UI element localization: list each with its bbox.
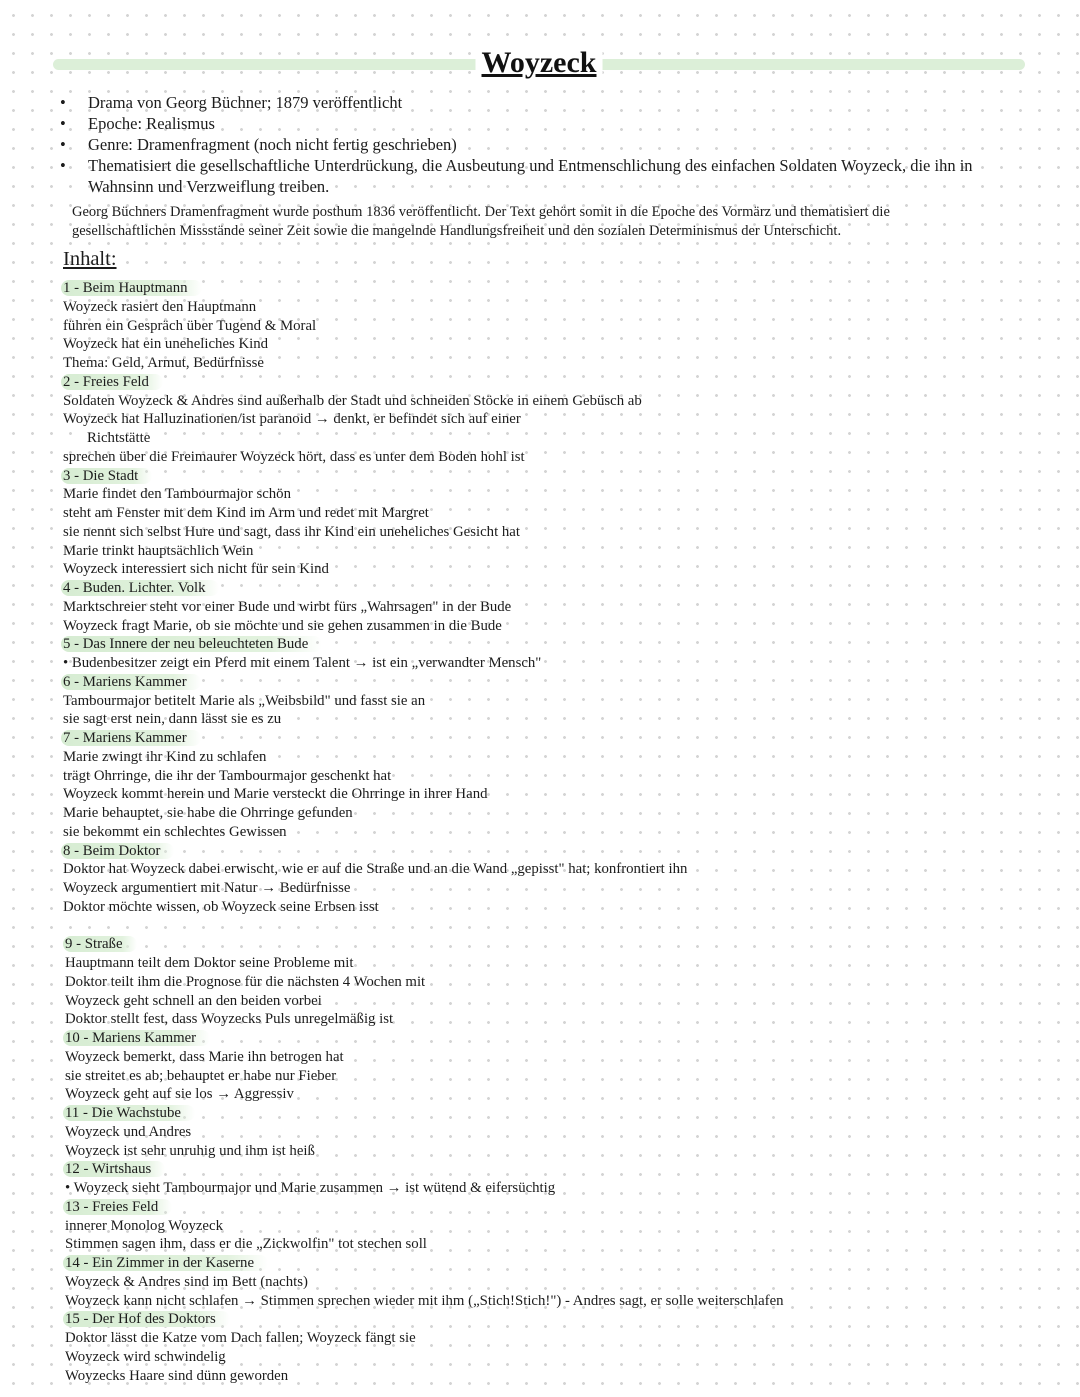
scene-line: Marie zwingt ihr Kind zu schlafen (63, 748, 267, 765)
page-title: Woyzeck (476, 44, 603, 82)
scene-line: Woyzeck fragt Marie, ob sie möchte und sie gehen zusammen in die Bude (63, 617, 502, 634)
scene-line: Soldaten Woyzeck & Andres sind außerhalb der Stadt und schneiden Stöcke in einem Gebüsch ab (63, 392, 642, 409)
overview-item: • Genre: Dramenfragment (noch nicht fertig geschrieben) (60, 135, 457, 154)
scene-heading: 3 - Die Stadt (63, 467, 1053, 486)
scene-heading: 12 - Wirtshaus (65, 1160, 1053, 1179)
scene-block (63, 373, 1053, 467)
scene-line: Woyzeck argumentiert mit Natur → Bedürfnisse (63, 880, 351, 896)
scene-line: trägt Ohrringe, die ihr der Tambourmajor geschenkt hat (63, 767, 392, 784)
scene-line: Woyzeck & Andres sind im Bett (nachts) (65, 1273, 308, 1290)
overview-list (60, 92, 1025, 197)
overview-item: • Drama von Georg Büchner; 1879 veröffentlicht (60, 93, 403, 112)
scene-line: Woyzecks Haare sind dünn geworden (65, 1367, 289, 1384)
scene-line: sie nennt sich selbst Hure und sagt, dass ihr Kind ein uneheliches Gesicht hat (63, 523, 520, 540)
scene-line: Woyzeck rasiert den Hauptmann (63, 298, 257, 315)
scene-block (63, 729, 1053, 842)
scene-line: Stimmen sagen ihm, dass er die „Zickwolfin" tot stechen soll (65, 1236, 427, 1253)
scene-heading: 6 - Mariens Kammer (63, 673, 1053, 692)
scene-summary (63, 279, 1053, 1385)
scene-line: Woyzeck geht schnell an den beiden vorbei (65, 992, 322, 1009)
scene-line: Woyzeck bemerkt, dass Marie ihn betrogen hat (65, 1048, 344, 1065)
scene-block (63, 467, 1053, 580)
scene-line: Marie trinkt hauptsächlich Wein (63, 542, 254, 559)
scene-block (65, 935, 1053, 1029)
scene-block (65, 1160, 1053, 1198)
scene-block (63, 579, 1053, 635)
scene-line: Thema: Geld, Armut, Bedürfnisse (63, 355, 264, 371)
scene-heading: 15 - Der Hof des Doktors (65, 1310, 1053, 1329)
scene-heading: 4 - Buden. Lichter. Volk (63, 579, 1053, 598)
scene-block (63, 842, 1053, 917)
scene-heading: 1 - Beim Hauptmann (63, 279, 1053, 298)
scene-list-part-1 (63, 279, 1053, 917)
bullet-icon: • (60, 114, 66, 133)
inhalt-heading: Inhalt: (63, 248, 117, 270)
scene-line: Woyzeck und Andres (65, 1123, 192, 1140)
scene-line: • Woyzeck sieht Tambourmajor und Marie zusammen → ist wütend & eifersüchtig (65, 1180, 556, 1196)
scene-line: sprechen über die Freimaurer Woyzeck hört, dass es unter dem Boden hohl ist (63, 448, 525, 465)
scene-block (65, 1104, 1053, 1160)
scene-line: Marktschreier steht vor einer Bude und wirbt fürs „Wahrsagen" in der Bude (63, 598, 512, 615)
scene-line: Richtstätte (87, 430, 151, 446)
scene-line: sie streitet es ab; behauptet er habe nur Fieber (65, 1067, 337, 1084)
scene-block (65, 1198, 1053, 1254)
bullet-icon: • (60, 135, 66, 154)
scene-line: sie sagt erst nein, dann lässt sie es zu (63, 711, 282, 728)
scene-heading: 13 - Freies Feld (65, 1198, 1053, 1217)
scene-heading: 10 - Mariens Kammer (65, 1029, 1053, 1048)
scene-line: Hauptmann teilt dem Doktor seine Probleme mit (65, 955, 354, 971)
scene-block (65, 1029, 1053, 1104)
bullet-icon: • (60, 93, 66, 112)
scene-heading: 8 - Beim Doktor (63, 842, 1053, 861)
bullet-icon: • (60, 156, 66, 175)
scene-line: Woyzeck geht auf sie los → Aggressiv (65, 1086, 294, 1103)
scene-line: Marie findet den Tambourmajor schön (63, 486, 291, 503)
scene-line: Doktor hat Woyzeck dabei erwischt, wie er auf die Straße und an die Wand „gepisst" hat; konfrontiert ihn (63, 861, 688, 878)
scene-block (63, 279, 1053, 373)
scene-heading: 2 - Freies Feld (63, 373, 1053, 392)
scene-block (63, 673, 1053, 729)
scene-block (63, 635, 1053, 673)
scene-line: Doktor möchte wissen, ob Woyzeck seine Erbsen isst (63, 898, 379, 915)
scene-line: Woyzeck hat ein uneheliches Kind (63, 336, 269, 353)
scene-line: Woyzeck hat Halluzinationen/ist paranoid → denkt, er befindet sich auf einer (63, 411, 521, 428)
scene-line: sie bekommt ein schlechtes Gewissen (63, 823, 287, 840)
scene-list-part-2 (65, 935, 1053, 1385)
scene-line: innerer Monolog Woyzeck (65, 1217, 223, 1234)
scene-line: Doktor teilt ihm die Prognose für die nächsten 4 Wochen mit (65, 973, 426, 990)
overview-item: • Thematisiert die gesellschaftliche Unterdrückung, die Ausbeutung und Entmenschlichung des einfachen Soldaten Woyzeck, die ihn in Wahnsinn und Verzweiflung treiben. (60, 156, 973, 196)
scene-heading: 14 - Ein Zimmer in der Kaserne (65, 1254, 1053, 1273)
scene-line: • Budenbesitzer zeigt ein Pferd mit einem Talent → ist ein „verwandter Mensch" (63, 655, 542, 671)
title-area (53, 44, 1025, 84)
scene-line: steht am Fenster mit dem Kind im Arm und redet mit Margret (63, 505, 429, 521)
overview-item: • Epoche: Realismus (60, 114, 215, 133)
scene-line: Tambourmajor betitelt Marie als „Weibsbild" und fasst sie an (63, 692, 426, 709)
scene-block (65, 1254, 1053, 1310)
scene-heading: 9 - Straße (65, 935, 1053, 954)
scene-heading: 11 - Die Wachstube (65, 1104, 1053, 1123)
scene-block (65, 1310, 1053, 1385)
scene-line: Woyzeck kommt herein und Marie versteckt die Ohrringe in ihrer Hand (63, 786, 488, 803)
scene-line: Doktor lässt die Katze vom Dach fallen; Woyzeck fängt sie (65, 1330, 416, 1346)
scene-heading: 7 - Mariens Kammer (63, 729, 1053, 748)
intro-paragraph: Georg Büchners Dramenfragment wurde posthum 1836 veröffentlicht. Der Text gehört somit in die Epoche des Vormärz und thematisiert die gesellschaftlichen Missstände seiner Zeit sowie die mangelnde Handlungsfreiheit und den sozialen Determinismus der Unterschicht. (72, 204, 890, 239)
scene-line: Woyzeck kann nicht schlafen → Stimmen sprechen wieder mit ihm („Stich!Stich!") - Andres sagt, er solle weiterschlafen (65, 1292, 784, 1309)
scene-heading: 5 - Das Innere der neu beleuchteten Bude (63, 635, 1053, 654)
scene-line: Woyzeck ist sehr unruhig und ihm ist heiß (65, 1142, 315, 1159)
spacer (63, 917, 1053, 936)
scene-line: Doktor stellt fest, dass Woyzecks Puls unregelmäßig ist (65, 1011, 394, 1028)
scene-line: Woyzeck wird schwindelig (65, 1348, 226, 1365)
scene-line: führen ein Gespräch über Tugend & Moral (63, 317, 317, 334)
scene-line: Woyzeck interessiert sich nicht für sein Kind (63, 561, 329, 578)
scene-line: Marie behauptet, sie habe die Ohrringe gefunden (63, 805, 353, 821)
